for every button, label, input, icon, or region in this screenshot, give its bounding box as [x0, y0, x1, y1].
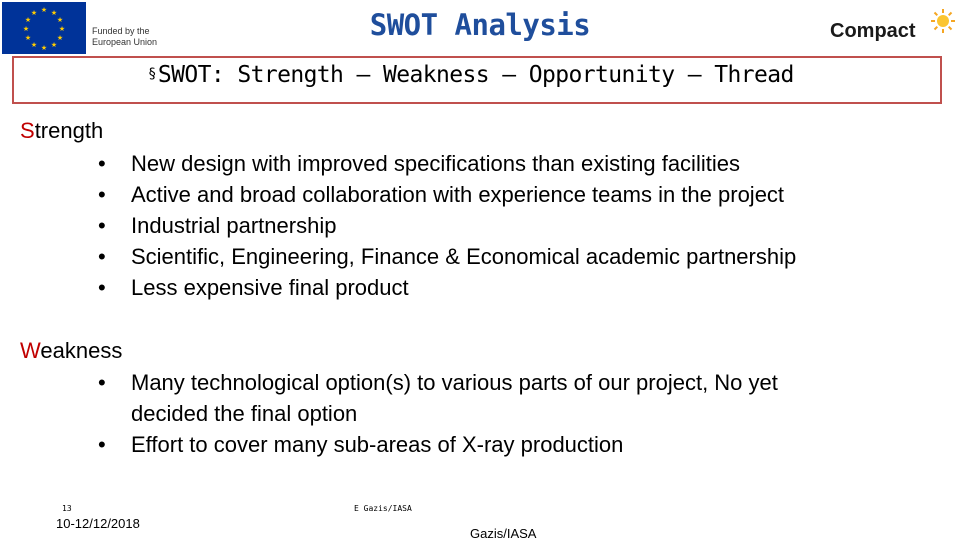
heading-first-letter: W — [20, 338, 41, 363]
list-item — [0, 210, 337, 241]
list-item — [0, 148, 740, 179]
svg-text:★: ★ — [56, 34, 64, 42]
bullet-icon: • — [98, 182, 106, 207]
list-item-text: Many technological option(s) to various parts of our project, No yet — [131, 370, 778, 395]
heading-rest: eakness — [40, 338, 123, 363]
sun-icon — [930, 8, 956, 34]
svg-text:★: ★ — [30, 9, 38, 17]
svg-text:★: ★ — [22, 25, 30, 33]
list-item — [0, 272, 409, 303]
page-number: 13 — [62, 504, 72, 513]
svg-text:★: ★ — [30, 41, 38, 49]
eu-logo-line: European Union — [92, 37, 158, 47]
list-item-text: Active and broad collaboration with experience teams in the project — [131, 182, 785, 207]
heading-first-letter: S — [20, 118, 35, 143]
svg-text:★: ★ — [56, 16, 64, 24]
bullet-icon: • — [98, 432, 106, 457]
svg-text:★: ★ — [24, 16, 32, 24]
list-item — [0, 241, 797, 272]
svg-text:★: ★ — [58, 25, 66, 33]
footer-date: 10-12/12/2018 — [56, 516, 140, 531]
heading-rest: trength — [34, 118, 104, 143]
svg-text:★: ★ — [40, 6, 48, 14]
eu-logo-line: Funded by the — [92, 26, 150, 36]
bullet-icon: • — [98, 244, 106, 269]
page-title: SWOT Analysis — [369, 8, 591, 42]
list-item-text: Effort to cover many sub-areas of X-ray production — [131, 432, 624, 457]
svg-text:★: ★ — [50, 9, 58, 17]
bullet-icon: • — [98, 151, 106, 176]
list-item-text: Less expensive final product — [131, 275, 409, 300]
list-item-text: decided the final option — [131, 401, 358, 426]
list-item-continuation — [0, 398, 358, 429]
strength-heading — [20, 118, 103, 144]
svg-text:★: ★ — [24, 34, 32, 42]
list-item — [0, 179, 785, 210]
bullet-icon: • — [98, 275, 106, 300]
strength-list — [0, 148, 797, 303]
list-item-text: Scientific, Engineering, Finance & Economical academic partnership — [131, 244, 797, 269]
list-item — [0, 429, 624, 460]
swot-definition — [148, 62, 794, 88]
svg-text:★: ★ — [40, 44, 48, 52]
footer-author-small: E Gazis/IASA — [354, 504, 412, 513]
weakness-heading — [20, 338, 122, 364]
swot-definition-text: SWOT: Strength – Weakness – Opportunity – Thread — [157, 62, 794, 88]
list-item-text: New design with improved specifications than existing facilities — [131, 151, 740, 176]
bullet-icon: • — [98, 213, 106, 238]
compact-logo-text: Compact — [830, 20, 916, 42]
weakness-list — [0, 367, 778, 460]
list-item — [0, 367, 778, 398]
bullet-icon: • — [98, 370, 106, 395]
footer-author: Gazis/IASA — [470, 526, 537, 541]
compact-logo — [828, 8, 958, 48]
svg-text:★: ★ — [50, 41, 58, 49]
list-item-text: Industrial partnership — [131, 213, 337, 238]
square-bullet-icon: § — [148, 66, 156, 82]
